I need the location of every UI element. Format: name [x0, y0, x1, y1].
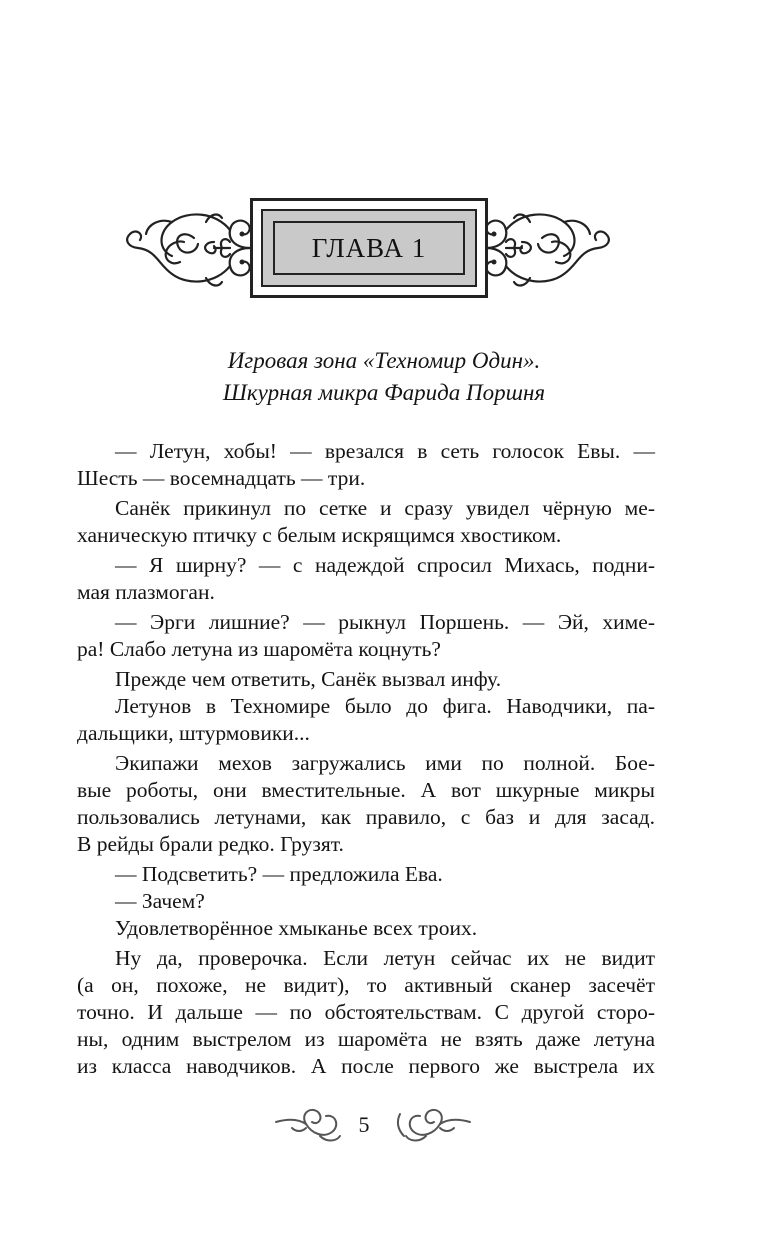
- page-number: 5: [358, 1112, 370, 1137]
- body-line: Удовлетворённое хмыканье всех троих.: [115, 916, 478, 940]
- body-line: из класса наводчиков. А после первого же выстрела их: [77, 1054, 655, 1078]
- chapter-frame: [250, 198, 488, 298]
- body-line: пользовались летунами, как правило, с баз и для засад.: [77, 805, 655, 829]
- subtitle-line-1: Игровая зона «Техномир Один».: [227, 348, 541, 373]
- body-line: Шесть — восемнадцать — три.: [77, 466, 366, 490]
- body-line: ны, одним выстрелом из шаромёта не взять даже летуна: [77, 1027, 655, 1051]
- body-line: ханическую птичку с белым искрящимся хвостиком.: [77, 523, 562, 547]
- body-line: дальщики, штурмовики...: [77, 721, 310, 745]
- subtitle-line-2: Шкурная микра Фарида Поршня: [222, 380, 546, 405]
- body-line: — Эрги лишние? — рыкнул Поршень. — Эй, химе-: [115, 610, 655, 634]
- body-line: (а он, похоже, не видит), то активный сканер засечёт: [77, 973, 655, 997]
- body-line: — Зачем?: [115, 889, 205, 913]
- body-line: Экипажи мехов загружались ими по полной. Бое-: [115, 751, 655, 775]
- footer-ornament: [0, 1098, 768, 1148]
- body-line: — Подсветить? — предложила Ева.: [115, 862, 443, 886]
- body-line: Летунов в Техномире было до фига. Наводчики, па-: [115, 694, 655, 718]
- body-line: Санёк прикинул по сетке и сразу увидел чёрную ме-: [115, 496, 655, 520]
- body-line: вые роботы, они вместительные. А вот шкурные микры: [77, 778, 655, 802]
- chapter-frame-mid: [261, 209, 477, 287]
- body-line: В рейды брали редко. Грузят.: [77, 832, 344, 856]
- footer-flourish-icon: [0, 1098, 768, 1148]
- chapter-title: ГЛАВА 1: [311, 232, 427, 263]
- body-line: мая плазмоган.: [77, 580, 215, 604]
- body-line: — Я ширну? — с надеждой спросил Михась, подни-: [115, 553, 655, 577]
- chapter-frame-inner: [273, 221, 465, 275]
- body-line: Прежде чем ответить, Санёк вызвал инфу.: [115, 667, 502, 691]
- body-line: — Летун, хобы! — врезался в сеть голосок Евы. —: [115, 439, 655, 463]
- body-line: точно. И дальше — по обстоятельствам. С другой сторо-: [77, 1000, 655, 1024]
- body-line: Ну да, проверочка. Если летун сейчас их не видит: [115, 946, 655, 970]
- body-line: ра! Слабо летуна из шаромёта коцнуть?: [77, 637, 441, 661]
- chapter-ornament: [118, 196, 618, 306]
